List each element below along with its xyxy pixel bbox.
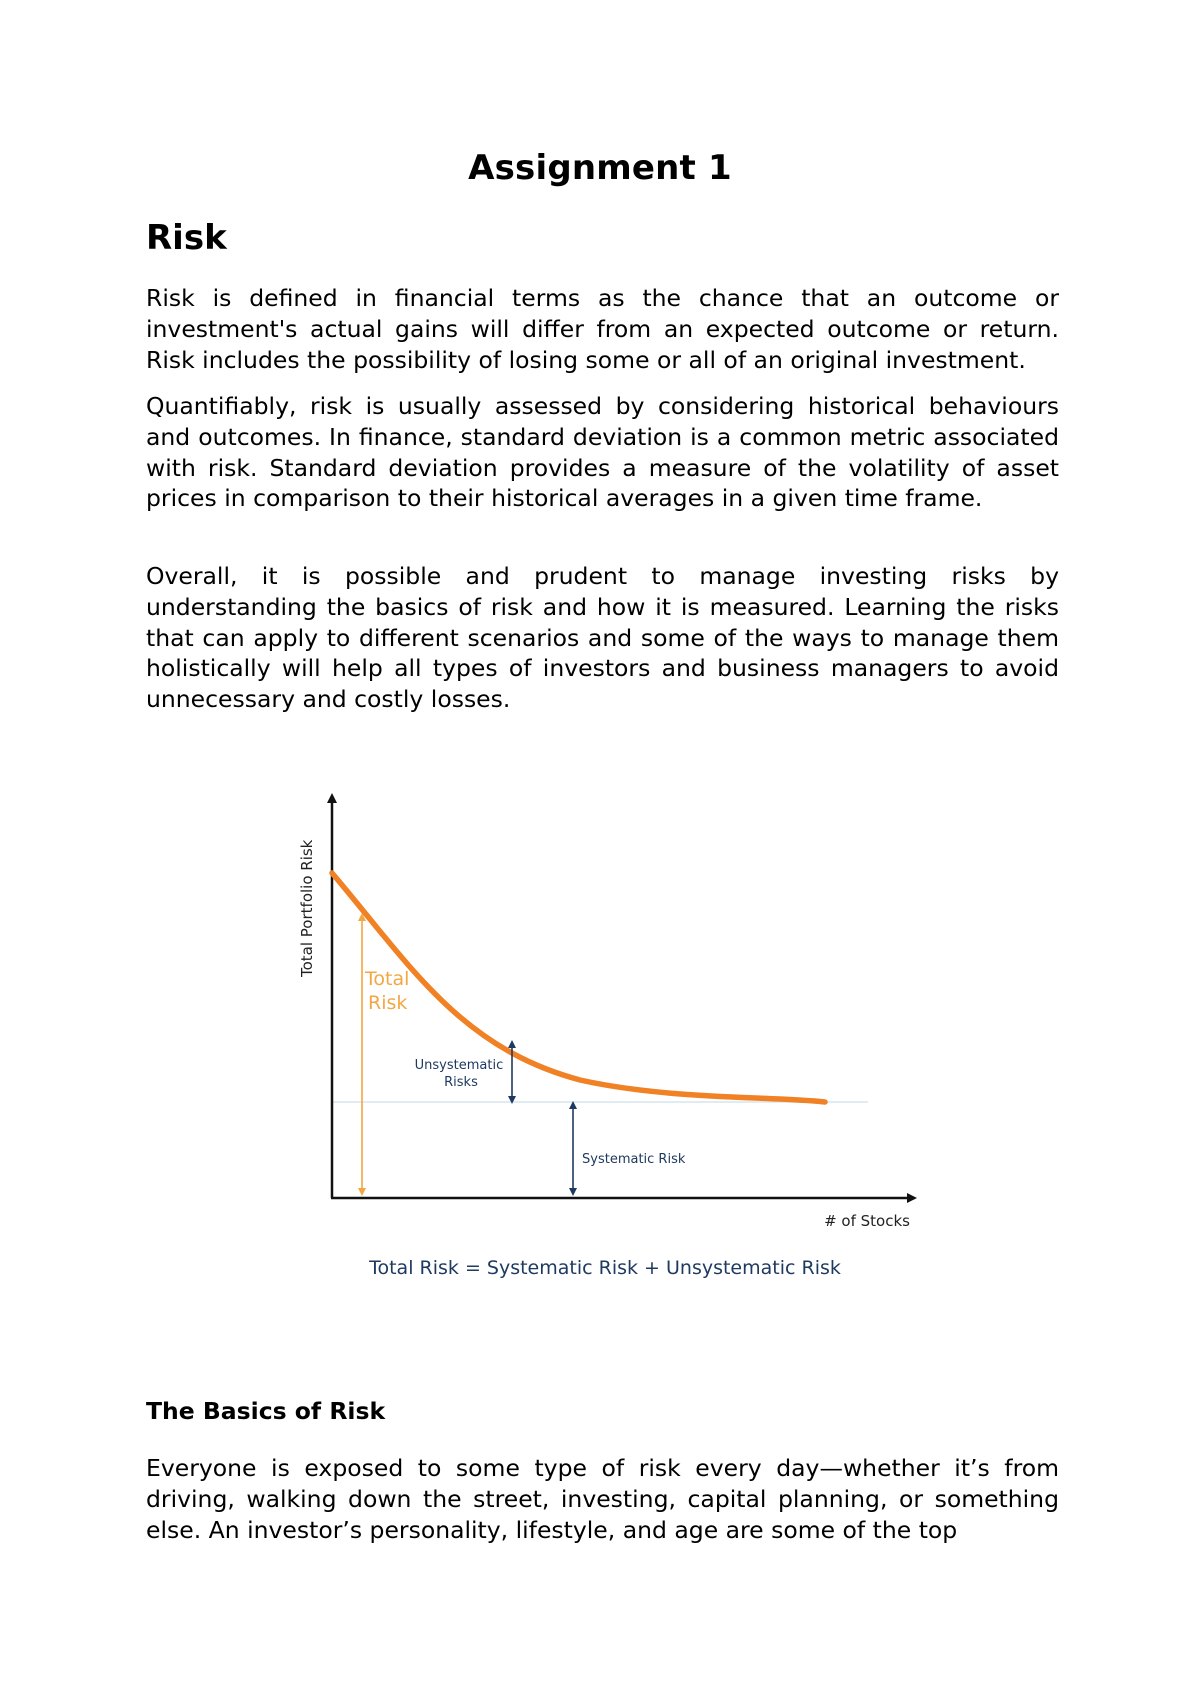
unsystematic-label-line1: Unsystematic (414, 1058, 504, 1073)
subheading-basics-of-risk: The Basics of Risk (146, 1397, 386, 1425)
section-heading-risk: Risk (146, 218, 227, 258)
paragraph-risk-quantification: Quantifiably, risk is usually assessed by considering historical behaviours and outcomes. In finance, standard deviation is a common metric associated with risk. Standard deviation provides a measure of the volatility of asset prices in comparison to their historical averages in a given time frame. (146, 392, 1059, 513)
total-risk-label (364, 968, 415, 1014)
paragraph-risk-management: Overall, it is possible and prudent to manage investing risks by understanding the basics of risk and how it is measured. Learning the risks that can apply to different scenarios and some of the ways to manage them holistically will help all types of investors and business managers to avoid unnecessary and costly losses. (146, 562, 1059, 714)
unsystematic-label-line2: Risks (444, 1075, 478, 1090)
document-title: Assignment 1 (468, 148, 732, 188)
y-axis-label: Total Portfolio Risk (298, 839, 316, 977)
total-risk-label-line2: Risk (368, 992, 408, 1014)
unsystematic-risk-label (415, 1058, 508, 1090)
total-risk-label-line1: Total (365, 968, 410, 990)
figure-caption: Total Risk = Systematic Risk + Unsystematic Risk (369, 1257, 841, 1279)
paragraph-risk-definition: Risk is defined in financial terms as the chance that an outcome or investment's actual gains will differ from an expected outcome or return. Risk includes the possibility of losing some or all of an original investment. (146, 284, 1059, 374)
risk-diagram (290, 790, 920, 1280)
paragraph-basics-of-risk: Everyone is exposed to some type of risk every day—whether it’s from driving, walking down the street, investing, capital planning, or something else. An investor’s personality, lifestyle, and age are some of the top (146, 1454, 1059, 1544)
systematic-risk-label: Systematic Risk (582, 1152, 686, 1167)
x-axis-label: # of Stocks (824, 1212, 910, 1230)
